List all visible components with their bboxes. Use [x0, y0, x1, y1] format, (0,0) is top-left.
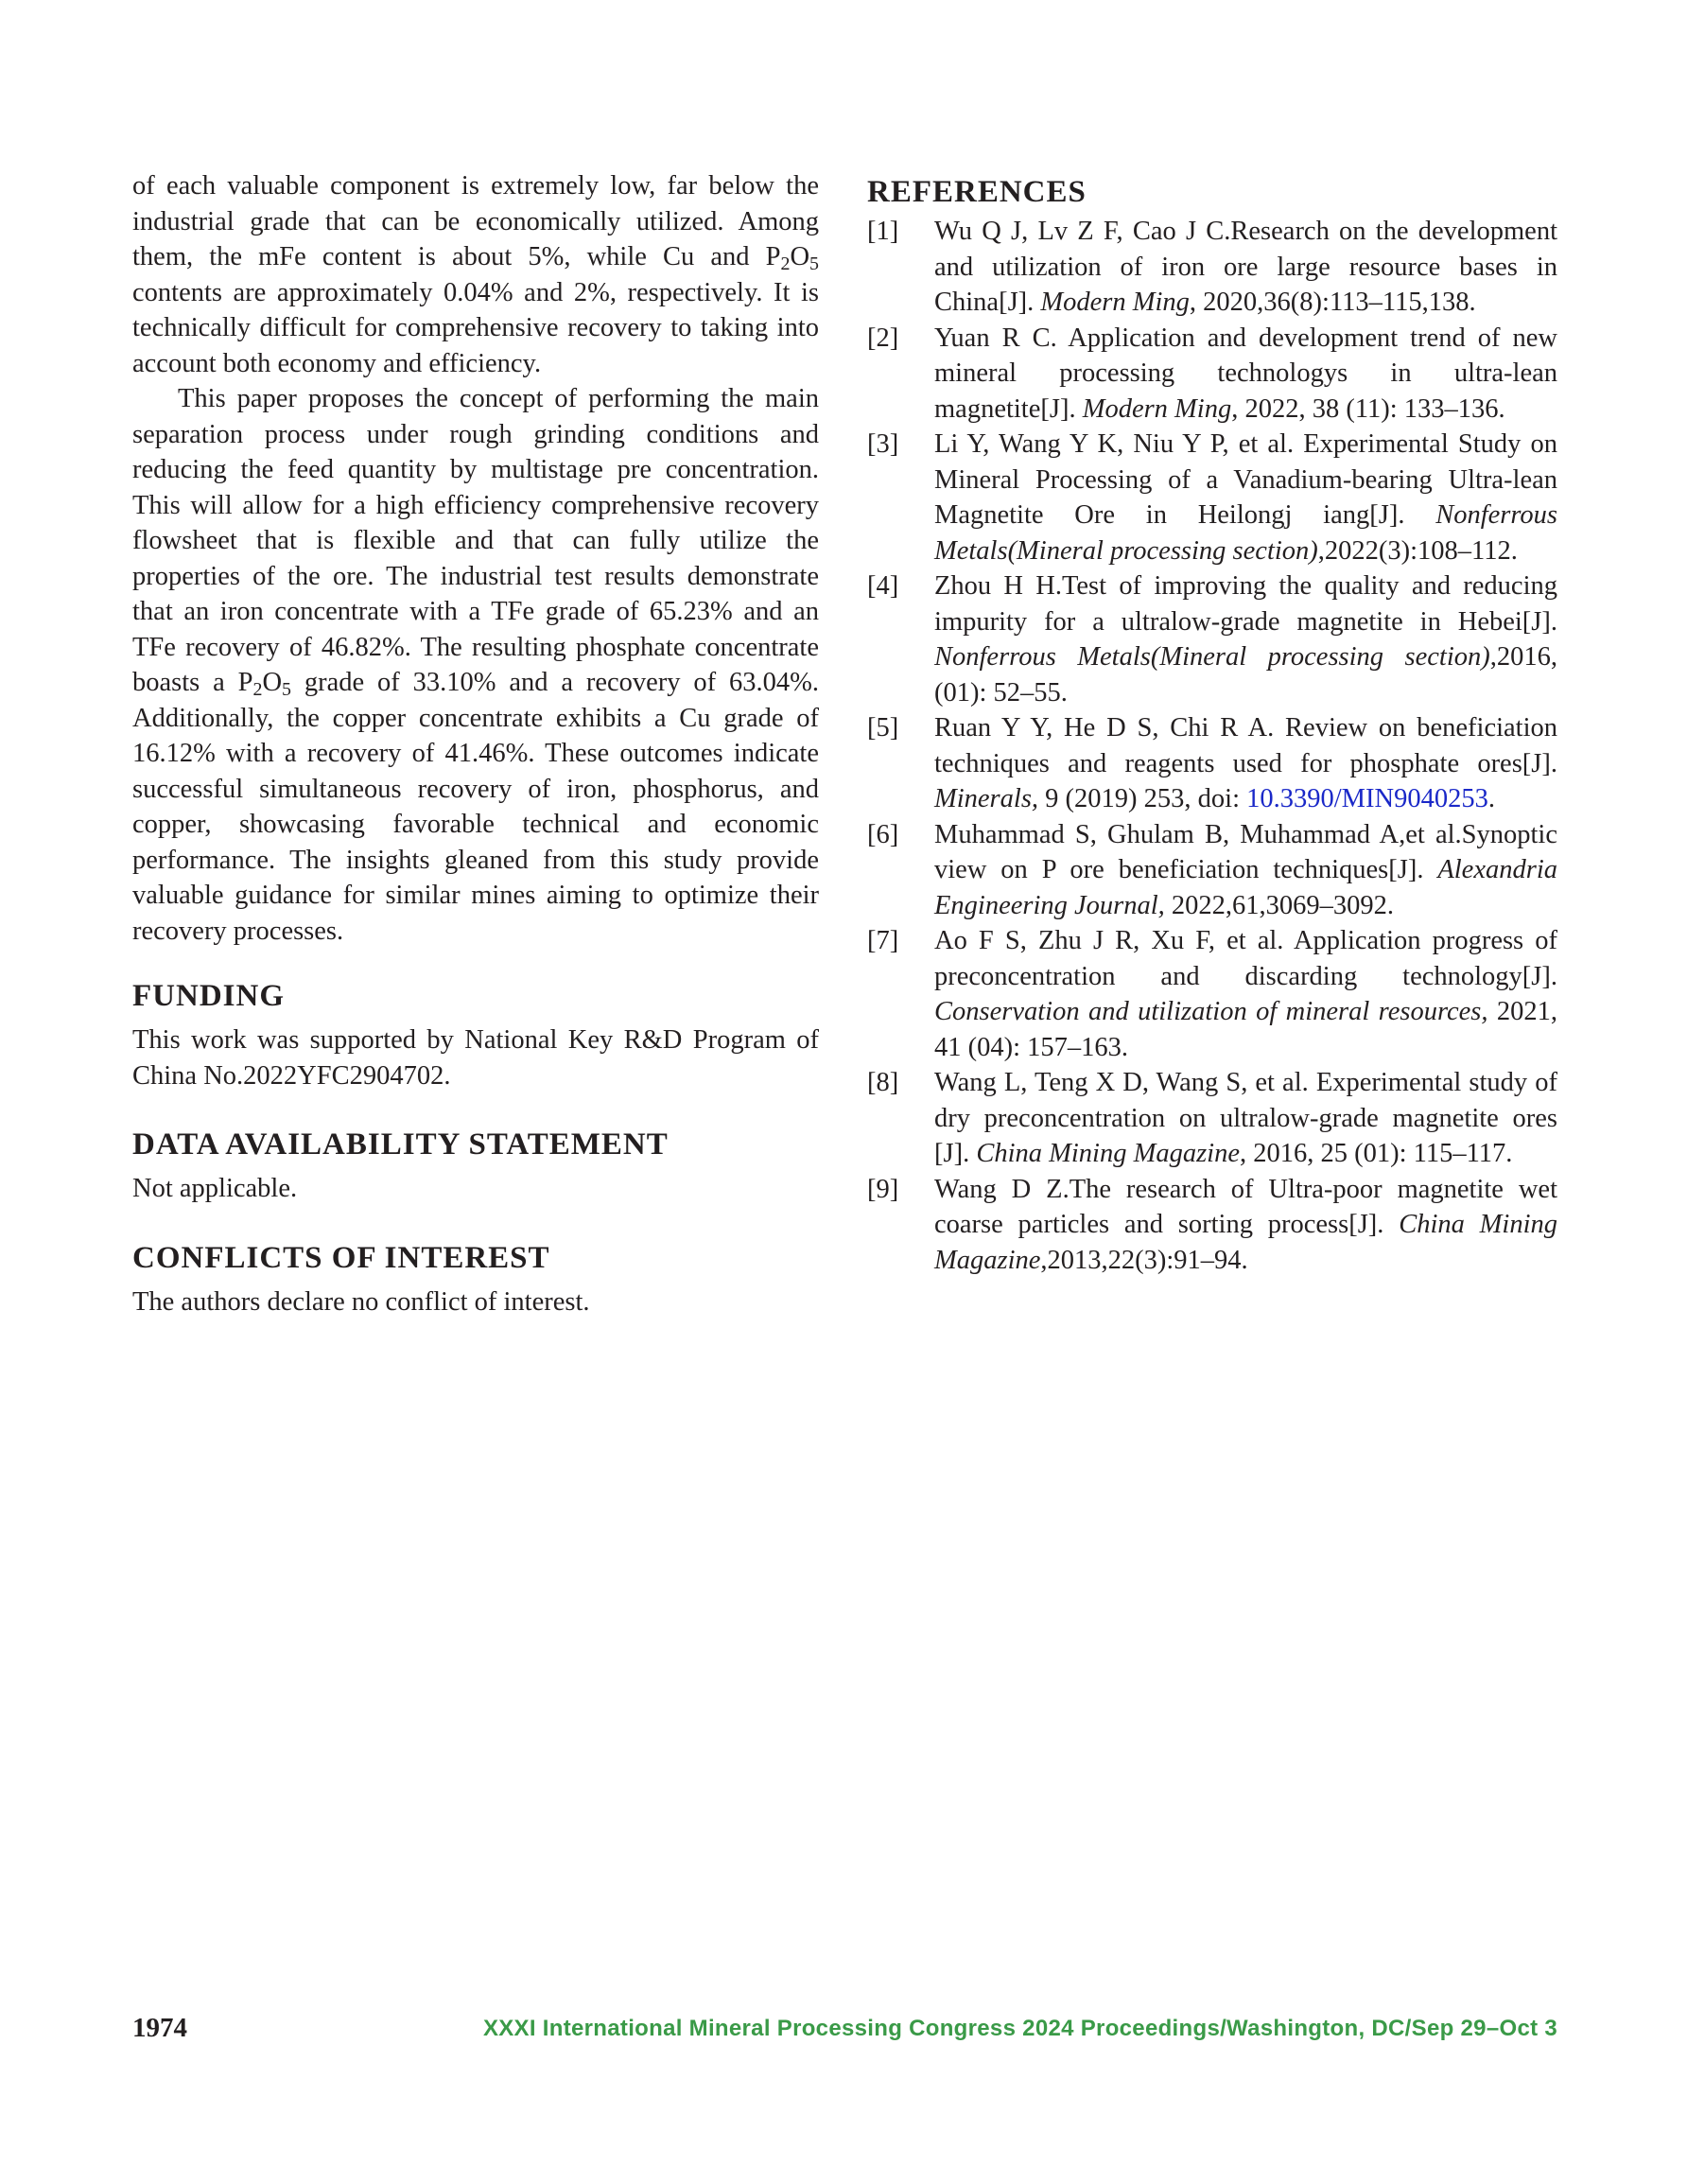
reference-text: Zhou H H.Test of improving the quality and reducing impurity for a ultralow-grade magnetite in Hebei[J]. Nonferrous Metals(Mineral processing section),2016, (01): 52–55.: [934, 571, 1557, 708]
data-availability-heading: DATA AVAILABILITY STATEMENT: [132, 1127, 669, 1162]
reference-item: [867, 1172, 1557, 1279]
references-heading: REFERENCES: [867, 175, 1087, 209]
reference-number: [4]: [867, 571, 899, 601]
reference-text: Wang L, Teng X D, Wang S, et al. Experimental study of dry preconcentration on ultralow-grade magnetite ores [J]. China Mining Magazine, 2016, 25 (01): 115–117.: [934, 1068, 1557, 1168]
body-paragraph: This paper proposes the concept of performing the main separation process under rough grinding conditions and reducing the feed quantity by multistage pre concentration. This will allow for a high efficiency comprehensive recovery flowsheet that is flexible and that can fully utilize the properties of the ore. The industrial test results demonstrate that an iron concentrate with a TFe grade of 65.23% and an TFe recovery of 46.82%. The resulting phosphate concentrate boasts a $P_2O_5$ grade of 33.10% and a recovery of 63.04%. Additionally, the copper concentrate exhibits a Cu grade of 16.12% with a recovery of 41.46%. These outcomes indicate successful simultaneous recovery of iron, phosphorus, and copper, showcasing favorable technical and economic performance. The insights gleaned from this study provide valuable guidance for similar mines aiming to optimize their recovery processes.: [132, 384, 820, 946]
reference-number: [6]: [867, 819, 899, 849]
page-number: 1974: [132, 2013, 187, 2043]
right-column: [867, 168, 1557, 1278]
reference-text: Ruan Y Y, He D S, Chi R A. Review on beneficiation techniques and reagents used for phosphate ores[J]. Minerals, 9 (2019) 253, doi: 10.3390/MIN9040253.: [934, 713, 1557, 813]
reference-text: Li Y, Wang Y K, Niu Y P, et al. Experimental Study on Mineral Processing of a Vanadium-bearing Ultra-lean Magnetite Ore in Heilongj iang[J]. Nonferrous Metals(Mineral processing section),2022(3):108–112.: [934, 429, 1557, 566]
proceedings-title: XXXI International Mineral Processing Congress 2024 Proceedings/Washington, DC/Sep 29–Oct 3: [482, 2016, 1557, 2041]
reference-text: Yuan R C. Application and development trend of new mineral processing technologys in ultra-lean magnetite[J]. Modern Ming, 2022, 38 (11): 133–136.: [934, 323, 1557, 424]
reference-number: [8]: [867, 1068, 899, 1097]
page-footer: [132, 2013, 1557, 2051]
conflicts-heading: CONFLICTS OF INTEREST: [132, 1240, 550, 1275]
left-column: [132, 168, 819, 1319]
conflicts-text: The authors declare no conflict of interest.: [132, 1286, 590, 1317]
reference-text: Wu Q J, Lv Z F, Cao J C.Research on the development and utilization of iron ore large resource bases in China[J]. Modern Ming, 2020,36(8):113–115,138.: [934, 217, 1557, 317]
reference-item: [867, 321, 1557, 428]
reference-item: [867, 710, 1557, 817]
reference-number: [5]: [867, 713, 899, 743]
reference-number: [3]: [867, 429, 899, 459]
body-paragraph: of each valuable component is extremely low, far below the industrial grade that can be economically utilized. Among them, the mFe content is about 5%, while Cu and $P_2O_5$ contents are approximately 0.04% and 2%, respectively. It is technically difficult for comprehensive recovery to taking into account both economy and efficiency.: [132, 171, 819, 378]
reference-number: [9]: [867, 1174, 899, 1204]
reference-item: [867, 923, 1557, 1065]
funding-text: This work was supported by National Key R&D Program of China No.2022YFC2904702.: [132, 1025, 819, 1091]
reference-number: [7]: [867, 926, 899, 955]
reference-text: Ao F S, Zhu J R, Xu F, et al. Application progress of preconcentration and discarding technology[J]. Conservation and utilization of mineral resources, 2021, 41 (04): 157–163.: [934, 926, 1558, 1062]
reference-item: [867, 214, 1557, 321]
data-availability-text: Not applicable.: [132, 1174, 298, 1203]
reference-item: [867, 817, 1557, 924]
reference-item: [867, 427, 1557, 568]
reference-text: Muhammad S, Ghulam B, Muhammad A,et al.Synoptic view on P ore beneficiation techniques[J]. Alexandria Engineering Journal, 2022,61,3069–3092.: [934, 819, 1557, 920]
reference-text: Wang D Z.The research of Ultra-poor magnetite wet coarse particles and sorting process[J]. China Mining Magazine,2013,22(3):91–94.: [934, 1174, 1557, 1275]
reference-item: [867, 568, 1557, 710]
doi-link[interactable]: 10.3390/MIN9040253: [1246, 784, 1488, 813]
funding-heading: FUNDING: [132, 979, 285, 1013]
reference-number: [1]: [867, 217, 899, 246]
reference-number: [2]: [867, 323, 899, 353]
reference-item: [867, 1065, 1557, 1172]
